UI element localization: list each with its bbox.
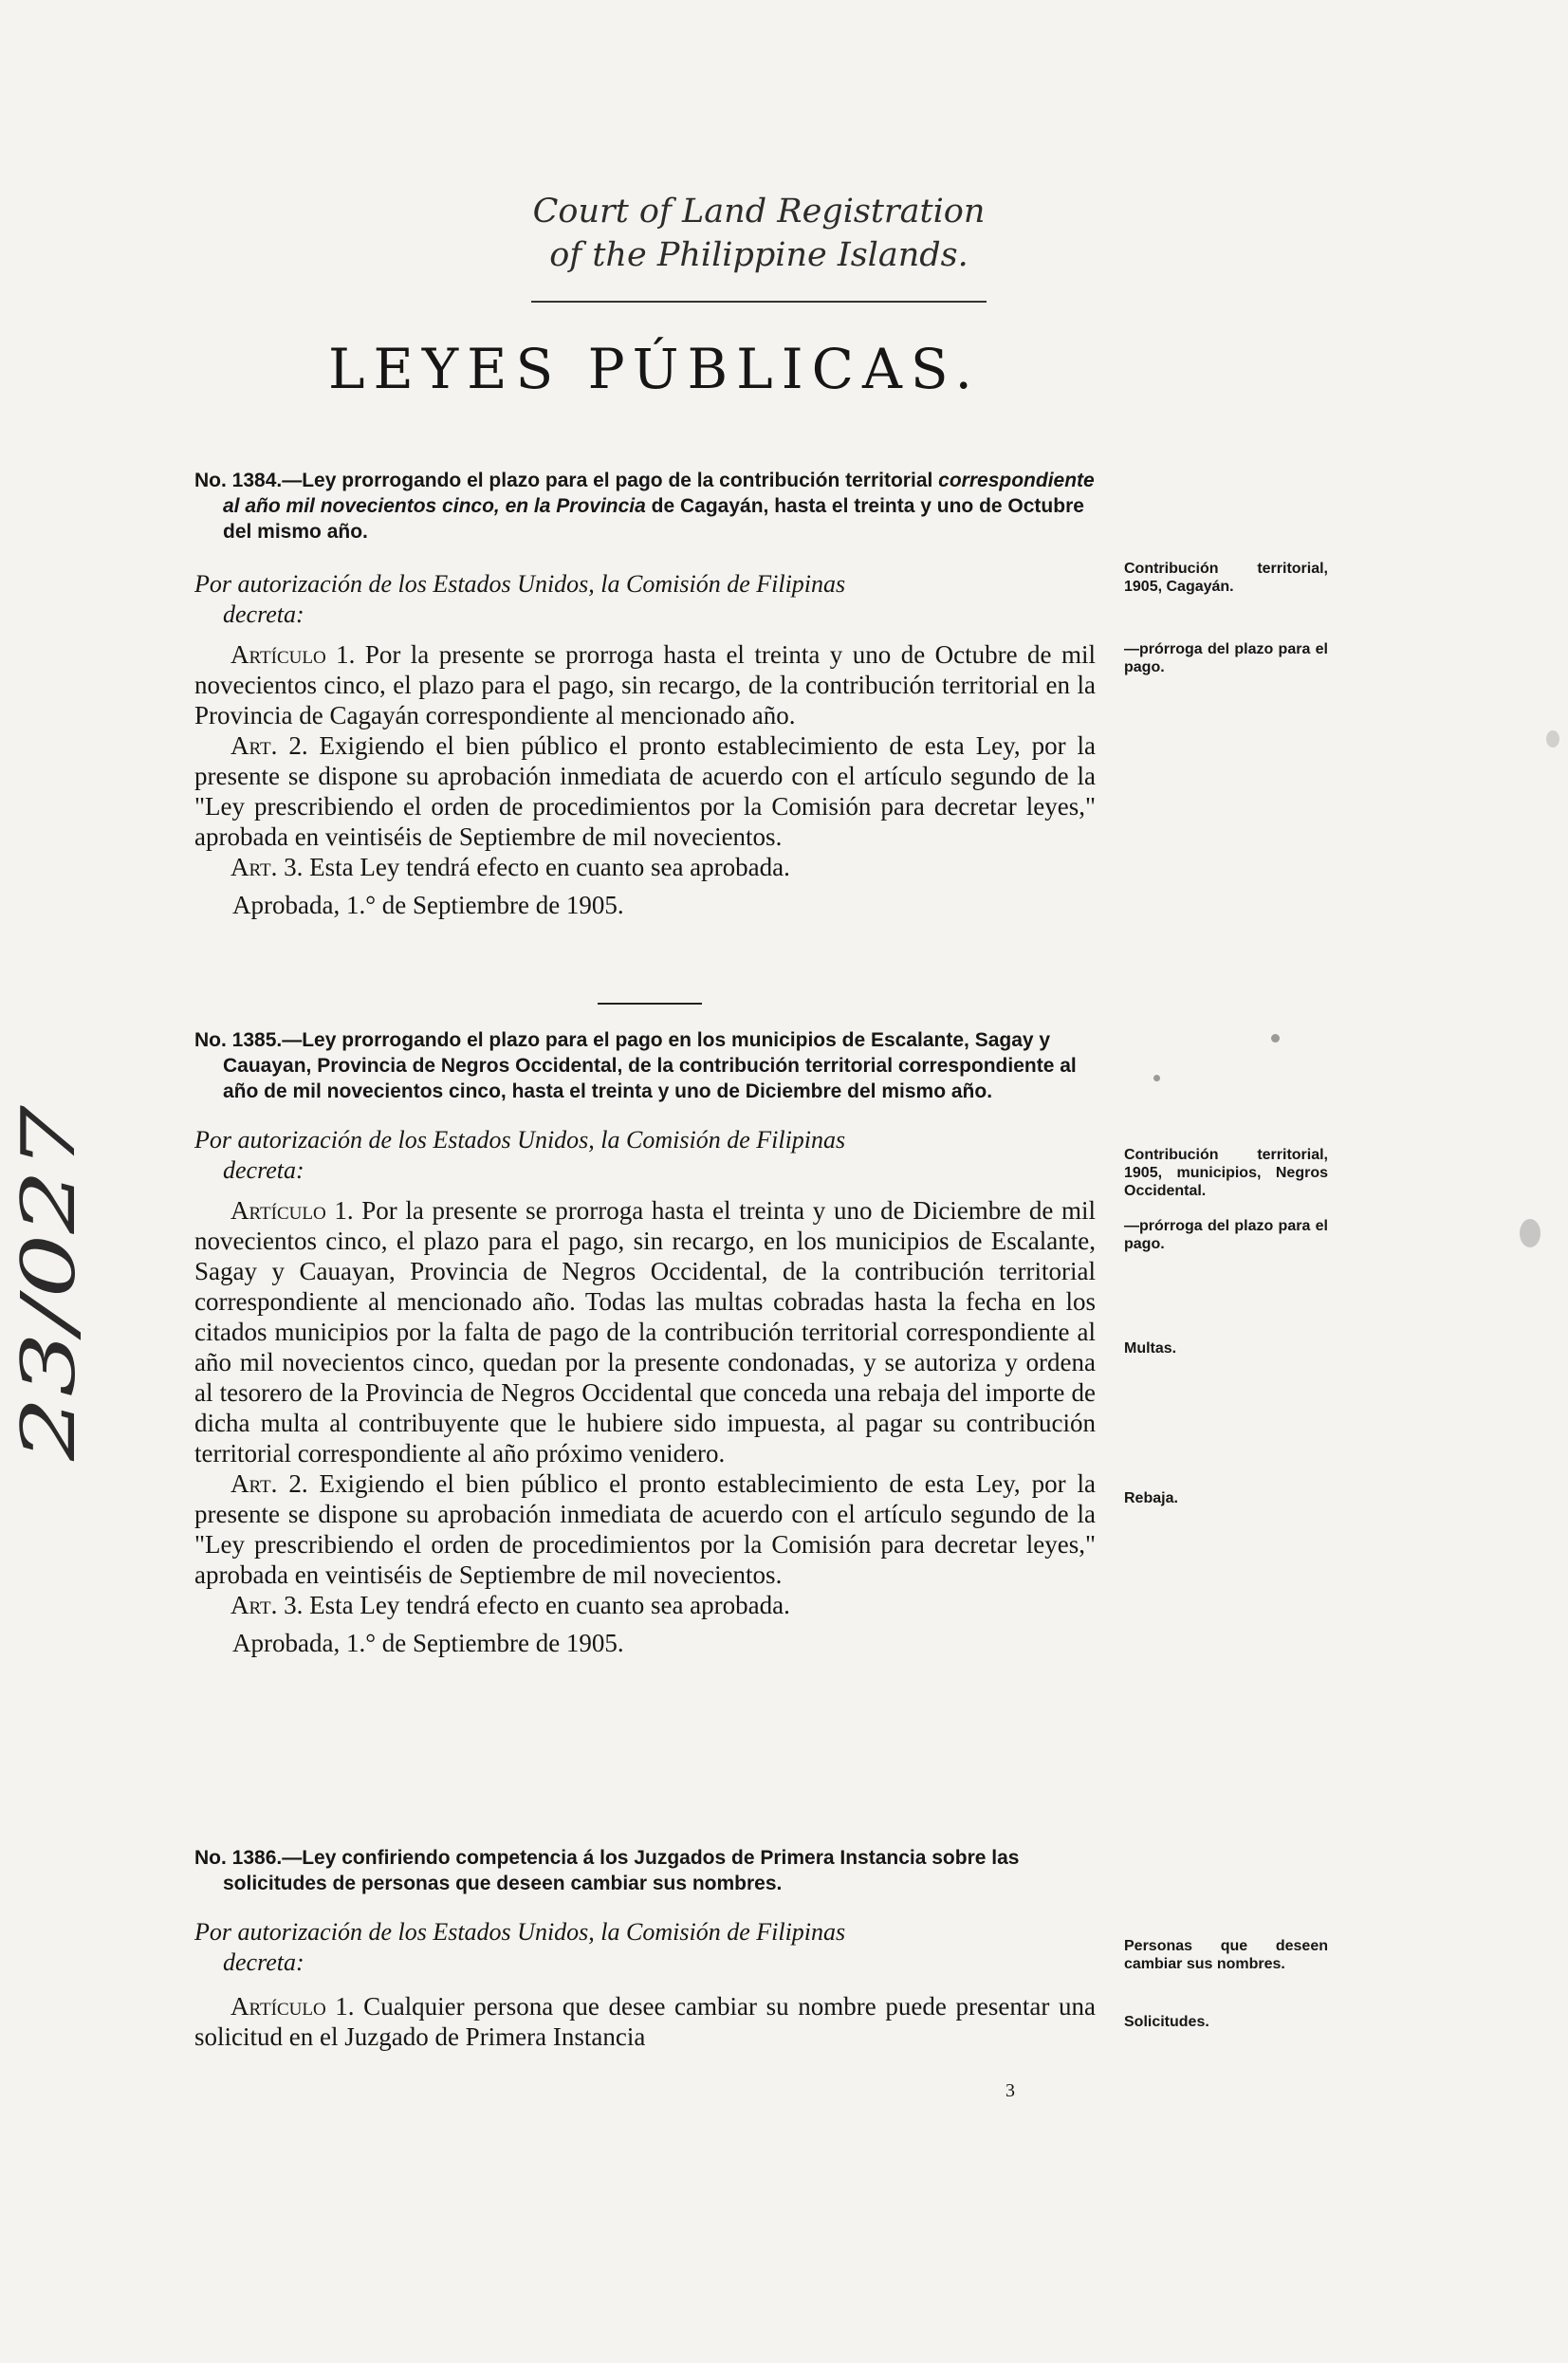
article-label: Art. 2. xyxy=(231,1469,308,1498)
article-text: Exigiendo el bien público el pronto establecimiento de esta Ley, por la presente se dispone su aprobación inmediata de acuerdo con el artículo segundo de la "Ley prescribiendo el orden de procedimientos por la Comisión para decretar leyes," aprobada en veintiséis de Septiembre de mil novecientos. xyxy=(194,731,1097,851)
margin-note: —prórroga del plazo para el pago. xyxy=(1124,641,1328,675)
article-label: Artículo 1. xyxy=(231,1196,354,1225)
scan-speck xyxy=(1153,1075,1160,1081)
article-2 xyxy=(194,1468,1096,1590)
article-text: Exigiendo el bien público el pronto establecimiento de esta Ley, por la presente se dispone su aprobación inmediata de acuerdo con el artículo segundo de la "Ley prescribiendo el orden de procedimientos por la Comisión para decretar leyes," aprobada en veintiséis de Septiembre de mil novecientos. xyxy=(194,1469,1097,1589)
law-heading-text-end: de Cagayán, hasta el treinta y uno de Octubre del mismo año. xyxy=(223,495,1084,543)
law-heading xyxy=(194,468,1096,545)
article-label: Art. 3. xyxy=(231,1591,304,1619)
page-number: 3 xyxy=(1005,2080,1015,2101)
article-text: Cualquier persona que desee cambiar su nombre puede presentar una solicitud en el Juzgado de Primera Instancia xyxy=(194,1992,1096,2051)
margin-note: Contribución territorial, 1905, municipios, Negros Occidental. xyxy=(1124,1147,1328,1199)
margin-note: Contribución territorial, 1905, Cagayán. xyxy=(1124,561,1328,595)
enacting-clause xyxy=(194,1917,1096,1978)
enacting-clause-2: decreta: xyxy=(223,600,304,628)
section-separator xyxy=(598,1003,702,1005)
article-text: Por la presente se prorroga hasta el treinta y uno de Diciembre de mil novecientos cinco, el plazo para el pago, sin recargo, en los municipios de Escalante, Sagay y Cauayan, Provincia de Negros Occidental, de la contribución territorial correspondiente al mencionado año. Todas las multas cobradas hasta la fecha en los citados municipios por la falta de pago de la contribución territorial correspondiente al año mil novecientos cinco, quedan por la presente condonadas, y se autoriza y ordena al tesorero de la Provincia de Negros Occidental que conceda una rebaja del importe de dicha multa al contribuyente que le hubiere sido impuesta, al pagar su contribución territorial correspondiente al año próximo venidero. xyxy=(194,1196,1096,1468)
article-1 xyxy=(194,1991,1096,2052)
article-1 xyxy=(194,1195,1096,1468)
enacting-clause xyxy=(194,569,1096,630)
article-1 xyxy=(194,639,1096,730)
scan-speck xyxy=(1546,730,1559,748)
handwritten-note xyxy=(7,1096,104,1466)
article-label: Artículo 1. xyxy=(231,640,356,669)
approval-date: Aprobada, 1.° de Septiembre de 1905. xyxy=(232,1629,624,1657)
page-title: LEYES PÚBLICAS. xyxy=(328,337,981,401)
law-heading-text: —Ley prorrogando el plazo para el pago en los municipios de Escalante, Sagay y Cauayan, Provincia de Negros Occidental, de la contribución territorial correspondiente al año de mil novecientos cinco, hasta el treinta y uno de Diciembre del mismo año. xyxy=(223,1029,1077,1102)
enacting-clause xyxy=(194,1125,1096,1186)
law-heading-text: —Ley prorrogando el plazo para el pago de la contribución territorial xyxy=(282,470,939,491)
handwritten-note-text: 23/027 xyxy=(7,1200,92,1461)
article-text: Esta Ley tendrá efecto en cuanto sea aprobada. xyxy=(303,1591,790,1619)
law-heading xyxy=(194,1845,1096,1896)
law-heading xyxy=(194,1027,1096,1104)
law-heading-italic: correspondiente al año mil novecientos cinco, en la Provincia xyxy=(223,470,1095,517)
article-text: Esta Ley tendrá efecto en cuanto sea aprobada. xyxy=(303,853,790,881)
article-2 xyxy=(194,730,1096,852)
law-1384 xyxy=(194,468,1096,920)
court-stamp xyxy=(493,190,1024,277)
enacting-clause-2: decreta: xyxy=(223,1156,304,1184)
law-1385 xyxy=(194,1027,1096,1658)
margin-note: Rebaja. xyxy=(1124,1490,1178,1506)
enacting-clause-1: Por autorización de los Estados Unidos, la Comisión de Filipinas xyxy=(194,1126,846,1154)
margin-note: Multas. xyxy=(1124,1340,1177,1357)
approval-date: Aprobada, 1.° de Septiembre de 1905. xyxy=(232,891,624,919)
scan-speck xyxy=(1520,1219,1540,1247)
margin-note: Personas que deseen cambiar sus nombres. xyxy=(1124,1938,1328,1972)
stamp-line-2: of the Philippine Islands. xyxy=(549,236,968,274)
law-number: No. 1384. xyxy=(194,470,283,491)
stamp-rule xyxy=(531,301,987,303)
law-number: No. 1386. xyxy=(194,1847,283,1869)
stamp-line-1: Court of Land Registration xyxy=(532,193,986,231)
article-label: Artículo 1. xyxy=(231,1992,355,2021)
article-3 xyxy=(194,852,1096,882)
article-text: Por la presente se prorroga hasta el treinta y uno de Octubre de mil novecientos cinco, el plazo para el pago, sin recargo, de la contribución territorial en la Provincia de Cagayán correspondiente al mencionado año. xyxy=(194,640,1096,729)
margin-note: —prórroga del plazo para el pago. xyxy=(1124,1218,1328,1252)
scan-speck xyxy=(1271,1034,1280,1043)
enacting-clause-1: Por autorización de los Estados Unidos, la Comisión de Filipinas xyxy=(194,570,846,598)
article-3 xyxy=(194,1590,1096,1620)
article-label: Art. 2. xyxy=(231,731,308,760)
article-label: Art. 3. xyxy=(231,853,304,881)
law-heading-text: —Ley confiriendo competencia á los Juzgados de Primera Instancia sobre las solicitudes de personas que deseen cambiar sus nombres. xyxy=(223,1847,1020,1894)
enacting-clause-2: decreta: xyxy=(223,1948,304,1976)
enacting-clause-1: Por autorización de los Estados Unidos, la Comisión de Filipinas xyxy=(194,1918,846,1946)
margin-note: Solicitudes. xyxy=(1124,2014,1209,2030)
law-number: No. 1385. xyxy=(194,1029,283,1051)
law-1386 xyxy=(194,1845,1096,2052)
